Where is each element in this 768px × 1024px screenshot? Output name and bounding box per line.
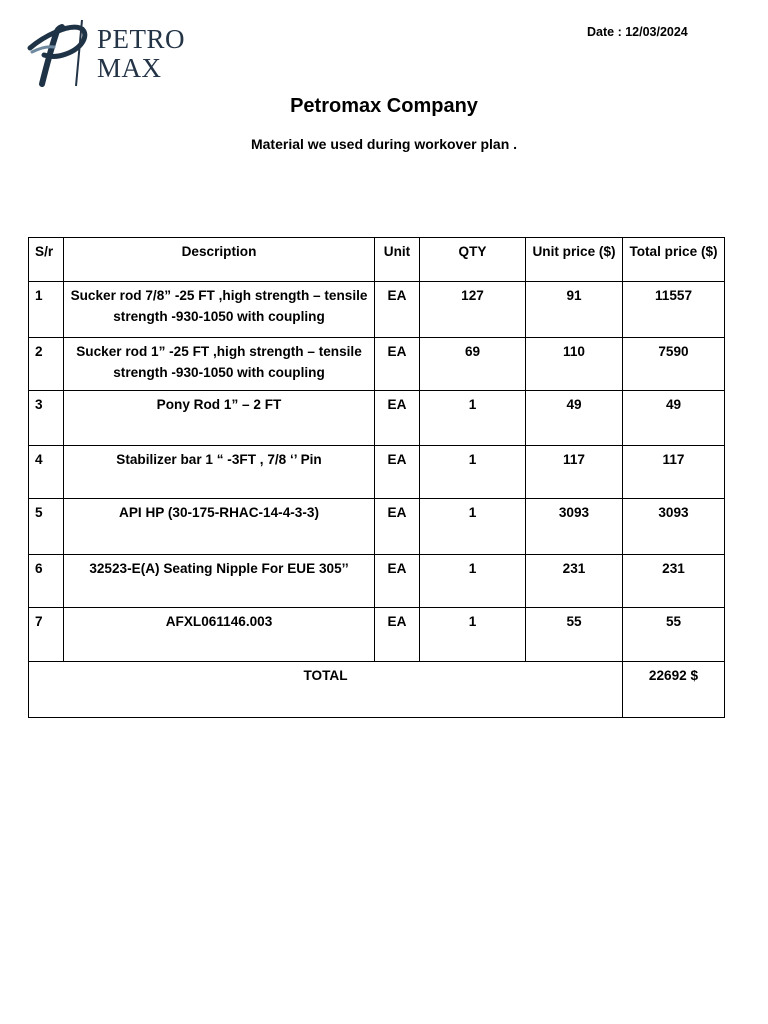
table-row [29,338,725,391]
cell-unit: EA [375,499,420,555]
cell-qty: 1 [420,555,526,608]
cell-description: Sucker rod 1” -25 FT ,high strength – tensile strength -930-1050 with coupling [64,338,375,391]
cell-description: Stabilizer bar 1 “ -3FT , 7/8 ‘’ Pin [64,446,375,499]
company-logo [26,18,196,90]
cell-qty: 1 [420,608,526,662]
cell-unit: EA [375,338,420,391]
header-unit: Unit [375,238,420,282]
cell-qty: 1 [420,446,526,499]
cell-unit-price: 117 [526,446,623,499]
cell-total-price: 231 [623,555,725,608]
header-unit-price: Unit price ($) [526,238,623,282]
header-qty: QTY [420,238,526,282]
table-row [29,391,725,446]
cell-sr: 4 [29,446,64,499]
header-description: Description [64,238,375,282]
cell-sr: 6 [29,555,64,608]
cell-sr: 2 [29,338,64,391]
header-total-price: Total price ($) [623,238,725,282]
cell-description: AFXL061146.003 [64,608,375,662]
petromax-logo-mark-icon [26,18,98,90]
cell-description: Pony Rod 1” – 2 FT [64,391,375,446]
table-row [29,555,725,608]
cell-total-price: 11557 [623,282,725,338]
table-row [29,282,725,338]
cell-unit-price: 91 [526,282,623,338]
cell-unit: EA [375,608,420,662]
cell-unit-price: 110 [526,338,623,391]
cell-total-price: 55 [623,608,725,662]
total-label: TOTAL [29,662,623,718]
materials-table [28,237,725,718]
cell-qty: 1 [420,499,526,555]
cell-total-price: 3093 [623,499,725,555]
logo-text-line2: MAX [97,53,162,83]
cell-description: 32523-E(A) Seating Nipple For EUE 305’’ [64,555,375,608]
cell-total-price: 117 [623,446,725,499]
logo-text-line1: PETRO [97,24,186,54]
cell-unit: EA [375,446,420,499]
cell-qty: 127 [420,282,526,338]
cell-unit-price: 231 [526,555,623,608]
table-header-row [29,238,725,282]
cell-description: API HP (30-175-RHAC-14-4-3-3) [64,499,375,555]
cell-unit: EA [375,391,420,446]
page-subtitle: Material we used during workover plan . [250,136,518,152]
table-row [29,608,725,662]
cell-sr: 3 [29,391,64,446]
cell-unit: EA [375,555,420,608]
cell-unit: EA [375,282,420,338]
page-title: Petromax Company [290,95,478,117]
cell-unit-price: 3093 [526,499,623,555]
table-row [29,499,725,555]
cell-sr: 7 [29,608,64,662]
total-value: 22692 $ [623,662,725,718]
total-row [29,662,725,718]
cell-description: Sucker rod 7/8” -25 FT ,high strength – tensile strength -930-1050 with coupling [64,282,375,338]
cell-unit-price: 49 [526,391,623,446]
table-row [29,446,725,499]
cell-unit-price: 55 [526,608,623,662]
document-date: Date : 12/03/2024 [587,25,688,39]
header-sr: S/r [29,238,64,282]
cell-sr: 5 [29,499,64,555]
cell-qty: 1 [420,391,526,446]
cell-total-price: 7590 [623,338,725,391]
cell-qty: 69 [420,338,526,391]
cell-sr: 1 [29,282,64,338]
cell-total-price: 49 [623,391,725,446]
